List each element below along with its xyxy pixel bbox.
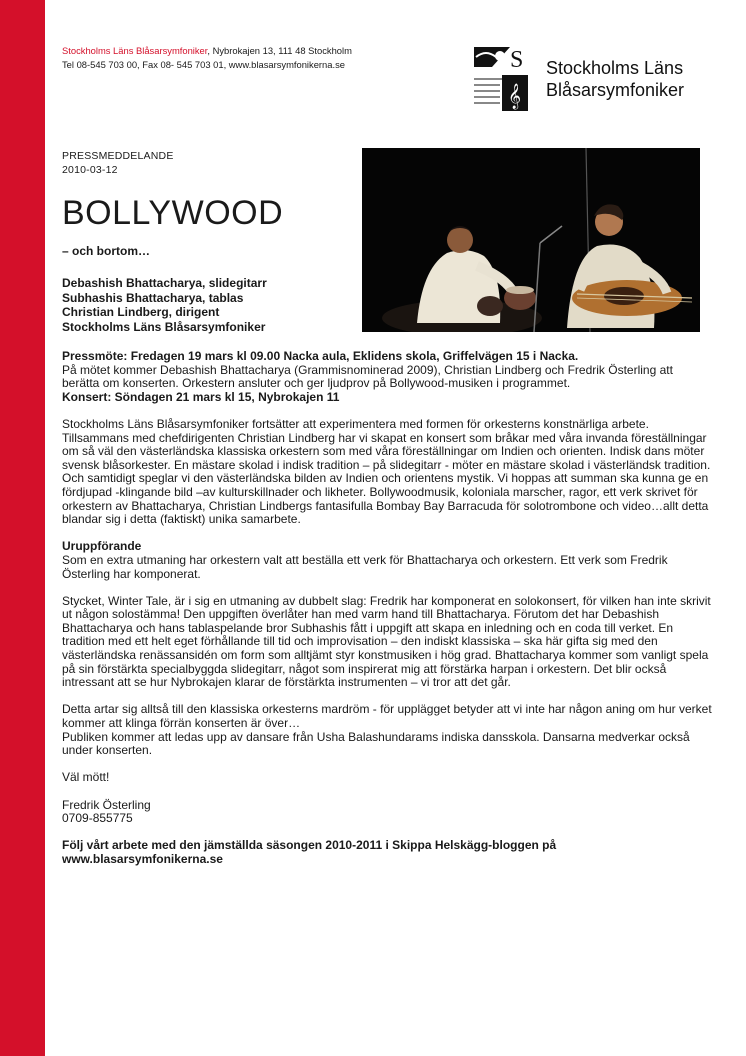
signature-name: Fredrik Österling bbox=[62, 797, 151, 812]
footer-website-link[interactable]: www.blasarsymfonikerna.se bbox=[62, 851, 223, 866]
logo-mark-icon bbox=[472, 45, 530, 113]
performer-item: Subhashis Bhattacharya, tablas bbox=[62, 290, 244, 305]
performer-item: Debashish Bhattacharya, slidegitarr bbox=[62, 276, 267, 290]
header-contact: Tel 08-545 703 00, Fax 08- 545 703 01, www.blasarsymfonikerna.se bbox=[62, 59, 345, 70]
performer-item: Stockholms Läns Blåsarsymfoniker bbox=[62, 319, 266, 334]
intro-paragraph: Stockholms Läns Blåsarsymfoniker fortsätter att experimentera med formen för orkesterns konstnärliga arbete. Tillsammans med chefdirigenten Christian Lindberg har vi skapat en konsert som bråkar med våra invanda föreställningar om så väl den västerländska klassiska orkestern som med våra föreställningar om Indien och orienten. Indisk dans möter svensk blåsorkester. En mästare skolad i indisk tradition – på slidegitarr - möter en mästare skolad i västerländsk tradition. Och samtidigt speglar vi den västerländska bilden av Indien och orientens mystik. Vi hoppas att summan ska kunna ge en fördjupad -klingande bild –av kulturskillnader och likheter. Bollywoodmusik, koloniala marscher, ragor, ett verk skrivet för orkestern av Bhattacharya, Christian Lindbergs fantasifulla Bombay Bay Barracuda för solotrombone och video…allt detta blandar sig i detta (faktiskt) unika samarbete. bbox=[62, 416, 711, 527]
doc-date: 2010-03-12 bbox=[62, 164, 118, 176]
logo-line-1: Stockholms Läns bbox=[546, 58, 684, 78]
header-address bbox=[62, 44, 352, 72]
press-release-body bbox=[62, 350, 712, 880]
doc-type-label: PRESSMEDDELANDE bbox=[62, 150, 174, 162]
logo-line-2: Blåsarsymfoniker bbox=[546, 80, 685, 100]
logo-monogram: S bbox=[510, 47, 524, 73]
header-org-name: Stockholms Läns Blåsarsymfoniker bbox=[62, 45, 208, 56]
header-street-address: , Nybrokajen 13, 111 48 Stockholm bbox=[207, 45, 352, 56]
concert-heading: Konsert: Söndagen 21 mars kl 15, Nybrokajen 11 bbox=[62, 389, 340, 404]
press-meeting-text: På mötet kommer Debashish Bhattacharya (Grammisnominerad 2009), Christian Lindberg och Fredrik Österling att berätta om konserten. Orkestern ansluter och ger ljudprov på Bollywood-musiken i programmet. bbox=[62, 362, 673, 391]
press-meeting-heading: Pressmöte: Fredagen 19 mars kl 09.00 Nacka aula, Eklidens skola, Griffelvägen 15 i Nacka. bbox=[62, 349, 579, 363]
logo bbox=[472, 45, 712, 115]
nightmare-paragraph: Detta artar sig alltså till den klassiska orkesterns mardröm - för upplägget betyder att vi inte har någon aning om hur verket kommer att klinga förrän konserten är över… bbox=[62, 702, 712, 731]
footer-blog-note: Följ vårt arbete med den jämställda säsongen 2010-2011 i Skippa Helskägg-bloggen på bbox=[62, 838, 557, 853]
logo-wordmark bbox=[546, 57, 684, 101]
concert-photo bbox=[362, 148, 700, 332]
page-title: BOLLYWOOD bbox=[62, 194, 284, 232]
page-subtitle: – och bortom… bbox=[62, 244, 151, 258]
winter-tale-paragraph: Stycket, Winter Tale, är i sig en utmaning av dubbelt slag: Fredrik har komponerat en solokonsert, för vilken han inte skrivit ut någon solostämma! Den uppgiften överlåter han med varm hand till Bhattacharya. Förutom det har Debashish Bhattacharya och hans tablaspelande bror Subhashis fått i uppgift att skapa en inledning och en coda till verket. En tradition med ett helt eget förhållande till tid och improvisation – den indiskt klassiska – ska här gifta sig med den västerländska renässansidén om form som alltjämt styr konstmusiken i hög grad. Bhattacharya kommer som vanligt spela på sin förstärkta specialbyggda slidegitarr, något som inspirerat mig att förstärka harpan i orkestern. Det blir också intressant att se hur Nybrokajen klarar de förstärkta instrumenten – vi tror att det går. bbox=[62, 593, 711, 690]
concert-photo-image bbox=[362, 148, 700, 332]
doc-meta bbox=[62, 149, 174, 177]
signature-phone: 0709-855775 bbox=[62, 811, 133, 826]
commission-paragraph: Som en extra utmaning har orkestern valt att beställa ett verk för Bhattacharya och orkestern. Ett verk som Fredrik Österling har komponerat. bbox=[62, 552, 668, 581]
red-side-bar bbox=[0, 0, 45, 1056]
dancers-paragraph: Publiken kommer att ledas upp av dansare från Usha Balashundarams indiska dansskola. Dansarna medverkar också under konserten. bbox=[62, 729, 690, 758]
performer-item: Christian Lindberg, dirigent bbox=[62, 305, 220, 319]
greeting: Väl mött! bbox=[62, 770, 110, 785]
section-heading: Uruppförande bbox=[62, 539, 142, 554]
svg-text:𝄞: 𝄞 bbox=[508, 84, 522, 109]
performer-list bbox=[62, 276, 267, 334]
